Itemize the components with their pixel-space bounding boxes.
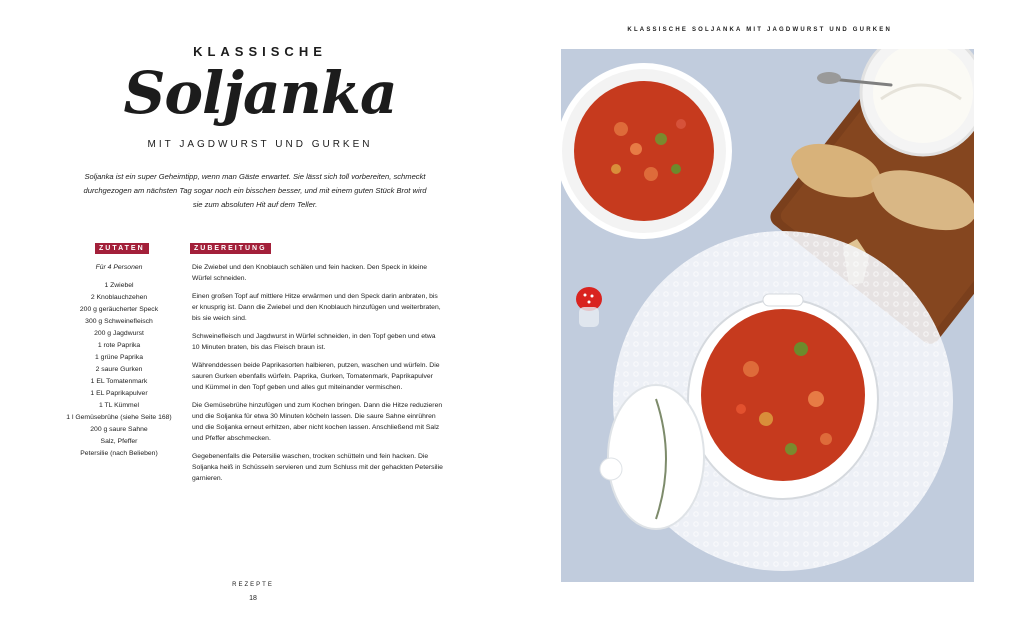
ingredient-item: 1 EL Tomatenmark [90, 378, 148, 385]
running-header: KLASSISCHE SOLJANKA MIT JAGDWURST UND GURKEN [627, 27, 892, 33]
ingredient-item: 2 Knoblauchzehen [90, 294, 148, 301]
recipe-subtitle: MIT JAGDWURST UND GURKEN [147, 139, 373, 150]
ingredients-list [60, 262, 178, 460]
page-number: 18 [249, 595, 257, 602]
preparation-label: ZUBEREITUNG [190, 243, 271, 254]
preparation-step: Die Gemüsebrühe hinzufügen und zum Kochen bringen. Dann die Hitze reduzieren und die Soljanka für etwa 30 Minuten köcheln lassen. Die saure Sahne einrühren und die Soljanka erneut erhitzen, aber nicht kochen lassen. Anschließend mit Salz und Pfeffer abschmecken. [192, 402, 443, 442]
preparation-step: Währenddessen beide Paprikasorten halbieren, putzen, waschen und würfeln. Die sauren Gurken ebenfalls würfeln. Paprika, Gurken, Tomatenmark, Paprikapulver und Kümmel in den Topf geben und alles gut miteinander vermischen. [192, 362, 440, 391]
ingredient-item: 200 g saure Sahne [90, 426, 148, 433]
preparation-step: Schweinefleisch und Jagdwurst in Würfel schneiden, in den Topf geben und etwa 10 Minuten braten, bis das Fleisch braun ist. [192, 333, 436, 351]
ingredient-item: Salz, Pfeffer [100, 438, 138, 445]
ingredient-item: 1 grüne Paprika [95, 354, 143, 361]
soup-photo [561, 49, 974, 582]
footer-section-label: REZEPTE [232, 582, 274, 588]
ingredient-item: 1 Zwiebel [104, 282, 134, 289]
salt-shaker [576, 287, 602, 327]
ingredient-item: 200 g Jagdwurst [94, 330, 144, 337]
ingredient-item: 1 TL Kümmel [98, 402, 140, 409]
ingredient-item: 1 l Gemüsebrühe (siehe Seite 168) [66, 414, 172, 421]
recipe-intro: Soljanka ist ein super Geheimtipp, wenn man Gäste erwartet. Sie lässt sich toll vorbereiten, schmeckt durchgezogen am nächsten Tag sogar noch ein bisschen besser, und mit einem guten Stück Brot wird sie zum absoluten Hit auf dem Teller. [83, 172, 427, 209]
ingredient-item: 1 EL Paprikapulver [90, 390, 148, 397]
recipe-title: Soljanka [123, 59, 397, 127]
preparation-step: Die Zwiebel und den Knoblauch schälen und fein hacken. Den Speck in kleine Würfel schneiden. [192, 264, 428, 282]
preparation-step: Einen großen Topf auf mittlere Hitze erwärmen und den Speck darin anbraten, bis er knusprig ist. Dann die Zwiebel und den Knoblauch hinzufügen und weiterbraten, bis sie weich sind. [192, 293, 441, 322]
preparation-steps [192, 262, 444, 491]
preparation-step: Gegebenenfalls die Petersilie waschen, trocken schütteln und fein hacken. Die Soljanka heiß in Schüsseln servieren und zum Schluss mit der gehackten Petersilie garnieren. [192, 453, 443, 482]
servings: Für 4 Personen [95, 264, 143, 271]
ingredient-item: 1 rote Paprika [97, 342, 141, 349]
small-soup-bowl [561, 63, 732, 239]
right-page [510, 0, 1020, 631]
ingredient-item: 200 g geräucherter Speck [79, 306, 159, 313]
recipe-kicker: KLASSISCHE [193, 44, 327, 59]
ingredient-item: Petersilie (nach Belieben) [80, 450, 158, 457]
ingredient-item: 2 saure Gurken [95, 366, 143, 373]
ingredients-label: ZUTATEN [95, 243, 149, 254]
ingredient-item: 300 g Schweinefleisch [85, 318, 153, 325]
